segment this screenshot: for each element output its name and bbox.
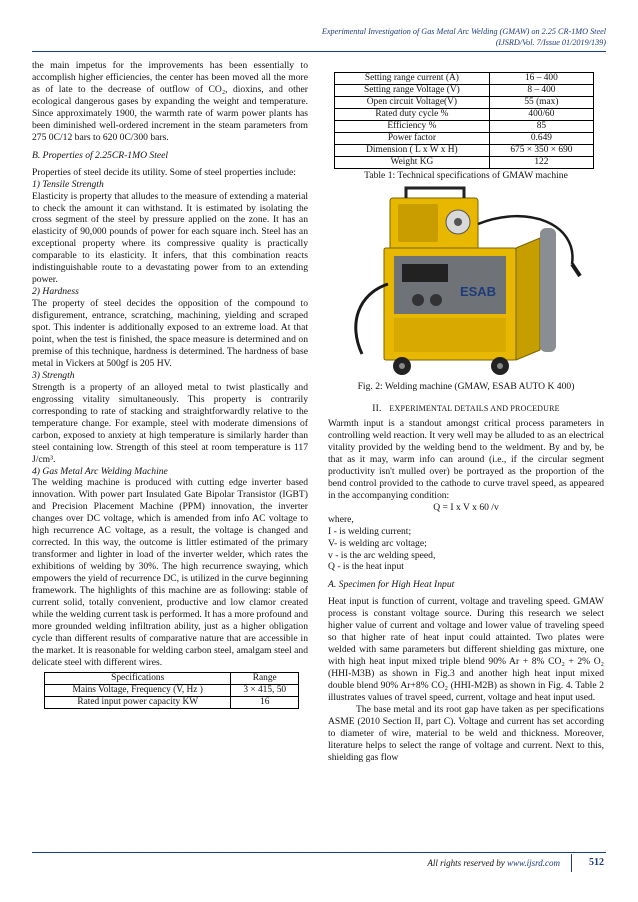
table-cell: Setting range current (A) xyxy=(335,73,490,85)
table-cell: Power factor xyxy=(335,133,490,145)
where-item: v - is the arc welding speed, xyxy=(328,549,436,561)
footer-prefix: All rights reserved by xyxy=(427,858,507,868)
table-row xyxy=(45,672,299,684)
running-header xyxy=(322,26,606,48)
table-cell: 55 (max) xyxy=(489,97,593,109)
gmaw-machine-text: The welding machine is produced with cutting edge inverter based innovation. With power part Insulated Gate Bipolar Transistor (IGBT) and Precision Placement Machine (PPM) innovation, the inverter changes over DC voltage, which is amended from info AC voltage to high recurrence AC voltage, as a result, the voltage is changed and corrected. In this way, the outcome is littler estimated of the primary transformer and lighter in load of the inverter welder, which rates the exhibitions of welding by 30%. The high recurrence swaying, which empowers the yield of recurrence DC, is utilized in the curve beginning framework. The highlights of this machine are as following: stable of current solid, totally convenient, productive and low clamor created while the welding current task is performed. It has a more profound and more grounded welding infiltration ability, just as a higher obligation cycle than different results of comparative nature that are accessible in the market. It is reasonable for welding carbon steel, amalgam steel and delicate steel with different wires. xyxy=(32,477,308,668)
table-row xyxy=(335,73,594,85)
specimen-paragraph: Heat input is function of current, voltage and traveling speed. GMAW process is constant voltage source. During this research we select higher value of current and voltage and lower value of traveling speed so that higher rate of heat input could attainted. Two plates were welded with same parameters but different shielding gas mixture, one with high heat input mixed triple blend 90% Ar + 8% CO₂ + 2% O₂ (HHI-M3B) as shown in Fig.3 and another high heat input mixed double blend 90% Ar+8% CO₂ (HHI-M2B) as shown in Fig. 4. Table 2 illustrates values of travel speed, current, voltage and heat input used. xyxy=(328,596,604,704)
table-cell: Weight KG xyxy=(335,157,490,169)
footer xyxy=(427,858,560,868)
section-b-text: Properties of steel decide its utility. Some of steel properties include: xyxy=(32,166,296,178)
table-row xyxy=(335,157,594,169)
heat-input-equation: Q = I x V x 60 /v xyxy=(433,501,499,513)
table-cell: Specifications xyxy=(45,672,231,684)
welding-machine-illustration xyxy=(328,184,604,380)
section-ii-heading xyxy=(328,403,604,414)
hardness-text: The property of steel decides the opposition of the compound to disfigurement, entrance, scratching, machining, yielding and scraped spot. This indenter is additionally exposed to an extreme load. At that point, when the test is finished, the space measure is determined and on premise of this technique, hardness is determined. The hardness of base metal in Vickers at 500gf is 205 HV. xyxy=(32,298,308,369)
table-cell: Open circuit Voltage(V) xyxy=(335,97,490,109)
table-row xyxy=(45,684,299,696)
table-cell: Rated input power capacity KW xyxy=(45,696,231,708)
strength-heading: 3) Strength xyxy=(32,369,75,381)
header-rule xyxy=(32,51,606,52)
page-number: 512 xyxy=(589,857,604,868)
figure-caption: Fig. 2: Welding machine (GMAW, ESAB AUTO K 400) xyxy=(357,381,575,392)
heat-input-paragraph: Warmth input is a standout amongst critical process parameters in controlling weld reaction. It very well may be alluded to as an electrical vitality provided by the welding bend to the weldment. By and by, be that as it may, warm info can around (i.e., if the circular segment productivity isn't mulled over) be portrayed as the proportion of the bend control provided to the cathode to curve travel speed, as appeared in the accompanying condition: xyxy=(328,418,604,501)
tensile-heading: 1) Tensile Strength xyxy=(32,178,104,190)
table-cell: Rated duty cycle % xyxy=(335,109,490,121)
footer-rule xyxy=(32,852,606,853)
where-label: where, xyxy=(328,513,354,525)
tensile-text: Elasticity is property that alludes to the measure of extending a material to check the amount it can withstand. It is estimated by isolating the cross segment of the steel by pressure applied on the zone. It has an elasticity of 90,000 pounds of power for each square inch. Steel has an exceptional property where its compressive quality is practically comparable to its elasticity. It infers, that this combination reacts indistinguishable route to a devastating power from to an extending power. xyxy=(32,190,308,286)
brand-label: ESAB xyxy=(459,284,497,299)
table-cell: 0.649 xyxy=(489,133,593,145)
gmaw-machine-heading: 4) Gas Metal Arc Welding Machine xyxy=(32,465,168,477)
table-cell: 3 × 415, 50 xyxy=(231,684,299,696)
right-column xyxy=(328,72,604,764)
header-issue: (IJSRD/Vol. 7/Issue 01/2019/139) xyxy=(495,38,606,47)
table-cell: Setting range Voltage (V) xyxy=(335,85,490,97)
table-cell: Dimension ( L x W x H) xyxy=(335,145,490,157)
section-title: EXPERIMENTAL DETAILS AND PROCEDURE xyxy=(389,404,560,413)
intro-paragraph: the main impetus for the improvements has been essentially to accomplish higher efficiencies, the center has been moved all the more as of late to the decrease of outflow of CO₂, dioxins, and other ecological dangerous gases by expanding the weight and temperature. Since approximately 1900, the warmth rate of warm power plants has been diminished well-ordered increment in the steam parameters from 275 0C/12 bars to 620 0C/300 bars. xyxy=(32,60,308,143)
table-row xyxy=(335,145,594,157)
section-number: II. xyxy=(372,403,382,414)
table-cell: 85 xyxy=(489,121,593,133)
section-b-heading: B. Properties of 2.25CR-1MO Steel xyxy=(32,149,169,161)
spec-table-part1 xyxy=(44,672,299,709)
table-cell: 16 xyxy=(231,696,299,708)
table-cell: 400/60 xyxy=(489,109,593,121)
welding-machine-figure xyxy=(328,184,604,380)
table-cell: 675 × 350 × 690 xyxy=(489,145,593,157)
table-cell: Mains Voltage, Frequency (V, Hz ) xyxy=(45,684,231,696)
where-item: V- is welding arc voltage; xyxy=(328,537,427,549)
footer-site-link[interactable]: www.ijsrd.com xyxy=(506,858,560,868)
table-cell: 8 – 400 xyxy=(489,85,593,97)
left-column xyxy=(32,60,308,709)
where-item: I - is welding current; xyxy=(328,525,412,537)
spec-table-part2 xyxy=(334,72,594,169)
strength-text: Strength is a property of an alloyed metal to twist plastically and engrossing vitality simultaneously. This property is contrarily corresponding to rate of stacking and straightforwardly relative to the temperature change. For example, steel with moderate dimensions of carbon, exposed to anxiety at high temperature is similarly harder than steel containing low. Strength of this steel at room temperature is 117 J/cm³. xyxy=(32,381,308,465)
table-cell: Efficiency % xyxy=(335,121,490,133)
table-row xyxy=(335,133,594,145)
table-cell: 122 xyxy=(489,157,593,169)
where-item: Q - is the heat input xyxy=(328,561,404,573)
base-metal-paragraph: The base metal and its root gap have taken as per specifications ASME (2010 Section II, part C). Voltage and current has set according to diameter of wire, material to be weld and thickness. Moreover, literature helps to select the range of voltage and current. Next to this, shielding gas flow xyxy=(328,704,604,763)
table-row xyxy=(45,696,299,708)
table-row xyxy=(335,109,594,121)
table-cell: Range xyxy=(231,672,299,684)
header-title: Experimental Investigation of Gas Metal Arc Welding (GMAW) on 2.25 CR-1MO Steel xyxy=(321,27,606,36)
table-row xyxy=(335,121,594,133)
table-caption: Table 1: Technical specifications of GMAW machine xyxy=(364,170,568,181)
hardness-heading: 2) Hardness xyxy=(32,286,79,298)
table-row xyxy=(335,85,594,97)
table-cell: 16 – 400 xyxy=(489,73,593,85)
table-row xyxy=(335,97,594,109)
section-a-heading: A. Specimen for High Heat Input xyxy=(328,579,455,591)
